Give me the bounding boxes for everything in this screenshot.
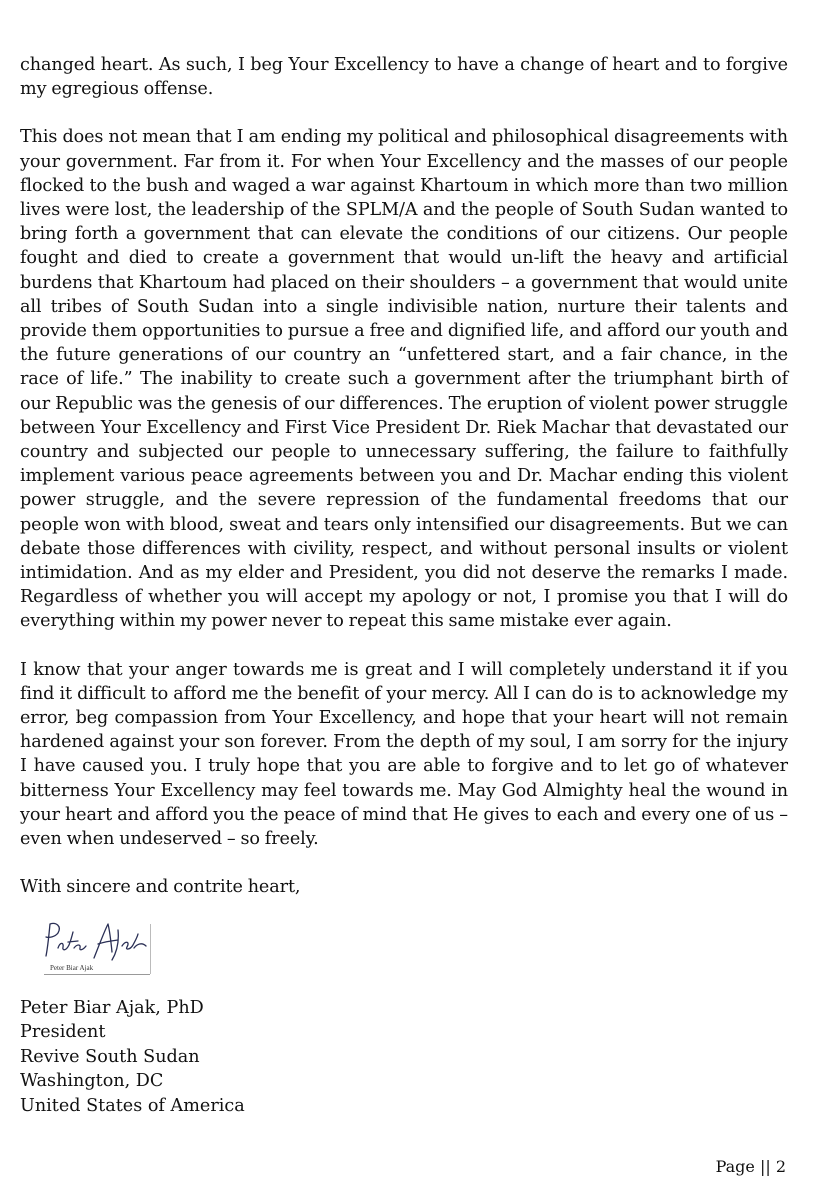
page-number: Page || 2: [715, 1157, 786, 1176]
signature-underline: [44, 974, 150, 975]
sender-block: [20, 996, 245, 1118]
closing-line: With sincere and contrite heart,: [20, 877, 301, 898]
paragraph-3: I know that your anger towards me is great and I will completely understand it if you find it difficult to afford me the benefit of your mercy. All I can do is to acknowledge my error, beg compassion from Your Excellency, and hope that your heart will not remain hardened against your son forever. From the depth of my soul, I am sorry for the injury I have caused you. I truly hope that you are able to forgive and to let go of whatever bitterness Your Excellency may feel towards me. May God Almighty heal the wound in your heart and afford you the peace of mind that He gives to each and every one of us – even when undeserved – so freely.: [20, 659, 788, 850]
sender-organization: Revive South Sudan: [20, 1046, 200, 1067]
sender-country: United States of America: [20, 1095, 245, 1116]
sender-name: Peter Biar Ajak, PhD: [20, 998, 204, 1018]
signature-scribble: [38, 918, 150, 964]
signature-border: [150, 924, 151, 974]
paragraph-1: changed heart. As such, I beg Your Excellency to have a change of heart and to forgive my egregious offense.: [20, 55, 788, 100]
sender-title: President: [20, 1022, 106, 1043]
signature-printed-name: Peter Biar Ajak: [50, 964, 94, 972]
handwritten-signature: [38, 918, 158, 976]
paragraph-2: This does not mean that I am ending my political and philosophical disagreements with your government. Far from it. For when Your Excellency and the masses of our people flocked to the bush and waged a war against Khartoum in which more than two million lives were lost, the leadership of the SPLM/A and the people of South Sudan wanted to bring forth a government that can elevate the conditions of our citizens. Our people fought and died to create a government that would un-lift the heavy and artificial burdens that Khartoum had placed on their shoulders – a government that would unite all tribes of South Sudan into a single indivisible nation, nurture their talents and provide them opportunities to pursue a free and dignified life, and afford our youth and the future generations of our country an “unfettered start, and a fair chance, in the race of life.” The inability to create such a government after the triumphant birth of our Republic was the genesis of our differences. The eruption of violent power struggle between Your Excellency and First Vice President Dr. Riek Machar that devastated our country and subjected our people to unnecessary suffering, the failure to faithfully implement various peace agreements between you and Dr. Machar ending this violent power struggle, and the severe repression of the fundamental freedoms that our people won with blood, sweat and tears only intensified our disagreements. But we can debate those differences with civility, respect, and without personal insults or violent intimidation. And as my elder and President, you did not deserve the remarks I made. Regardless of whether you will accept my apology or not, I promise you that I will do everything within my power never to repeat this same mistake ever again.: [20, 127, 788, 632]
letter-body: [20, 53, 788, 924]
sender-city: Washington, DC: [20, 1071, 164, 1092]
